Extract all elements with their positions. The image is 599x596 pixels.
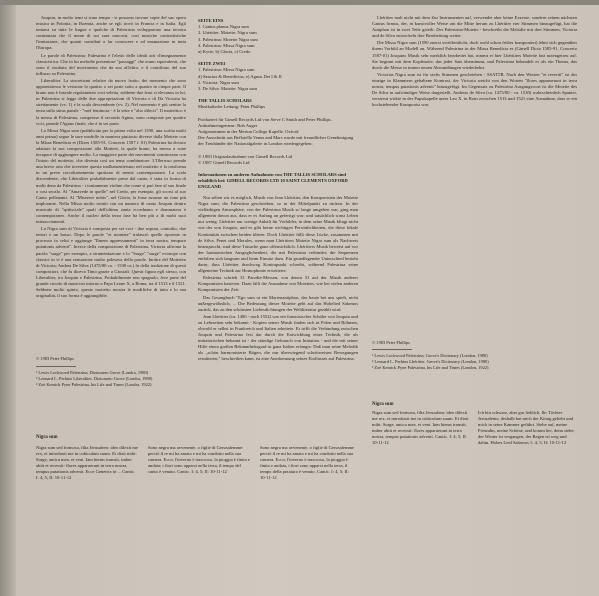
track-item: 4. Palestrina: Missa Nigra sum (198, 42, 255, 48)
essay-paragraph: Le parole di Palestrina: Palestrina è l'eletto delle ideali arti d'insegnamento classicistica. Che in lui melodie presentose "passaggi" che erano equivalenti, che sono il risultato del movimento che da suo all'altro, e il contributo del suo influsso su Palestrina. (36, 52, 186, 76)
track-item: d) Sanctus & Benedictus, e) Agnus Dei I & II (198, 73, 282, 79)
german-footnotes-lyrics (372, 340, 577, 530)
sleeve-top-edge (0, 0, 599, 5)
credit-line: Der Ausschnitt aus Beflotella Venus and Mars wurde mit freundlicher Genehmigung der Treuhänder der Nationalgalerie in London wiedergegeben. (198, 135, 354, 147)
essay-paragraph: Jean Lhéritier (ca. 1480 - nach 1552) war ein französischer Schüler von Josquin und zu Lehrzeiten sehr bekannt - Kopien seiner Musik finden sich in Polen und Böhmen, obwohl er selbst in Frankreich und Italien arbeitete. Er trifft die Verbindung zwischen Josquin und Palestrina fest dar durch die Entwicklung einer Technik, die als imitatorischen bekannt ist - der ständige Gebrauch von Imitation - und die mit seiner Hilfe einen großen Bekanntheitsgrad in ganz Italien erlangte. Daß man seine Melodik als „schön harmonisierte Bögen, die nur überwiegend schrittweisen Bewegungen resultieren," beschreiben kann, ist eine Anerkennung seines Einflusses auf Palestrina. (198, 313, 358, 362)
lyrics-latin: Nigra sum sed formosa, filia Jerusalem: ideo dilexit me rex, et introduxit me in cubiculum suum. Et dixit mihi: Surge, amica mea, et veni. Iam hiems transiit, imber abiit et recessit: flores apparuerunt in terra nostra, tempus putationis advenit. Ecce Genetrix in ... Cantic. I: 4, 5; II: 10-11-12 (36, 445, 138, 480)
footnote: ¹ Lewis Lockwood Palestrina, Dizionario Grove (Londra, 1980) (36, 369, 149, 375)
footnote: ³ Zoë Kenrick Pyne Palestrina, his Life and Times (Londra, 1922) (36, 381, 152, 387)
lyrics-german-translation: Ich bin schwarz, aber gar lieblich, Ihr Töchter Jerusalems; deshalb hat mich der König geliebt und mich in seine Kammer geführt. Stehe auf, meine Freundin, meine Schöne, und komm her, denn siehe, der Winter ist vergangen, der Regen ist weg und dahin. Hohes Lied Salomos 1: 4, 5; II: 10-11-12 (478, 410, 575, 445)
footnote: ¹ Lewis Lockwood Palestrina, Grove's Dictionary (London, 1980) (372, 352, 488, 358)
credit-line: Aufgenommen in der Merton College Kapelle, Oxford (198, 129, 299, 135)
italian-lyrics (36, 435, 356, 575)
side-two-heading: SEITE ZWEI (198, 61, 226, 67)
essay-paragraph: La Missa Nigra sum (pubblicata per la prima volta nel 1590, una scritta molti anni prima) segue le sure modelle in maniera piuttosto diverse dalla Mottete con la Missa Benedicta et (Dixes 1585-91, Concerto 1587 f. 01) Palestrina ha dovuto adattare la sua composizione alla Mottete, la quale brano, ha messo a sone incapace di aggiungere molto. La maggiore parte dei movimenti cominciano con l'inizio del mottetto, che diventa così un tema combinatore. L'Illerroso prende una breve aria che invertere questa inalliamenteismo nel mottetto e la trasforma in un preve raccoltaisemento spiritano di mente contemporaneo. La scala discendente, che Liberaliter probabilmente prese dal canto, è stata in forma di molti dena da Palestrina - i trattamento violine che come si può fare al suo finale a cosi secalo. Al "Amavede in quelle" nel Credo, per esempio, gli scorsi al suo Canto pellenanti. Al "Miserere nobis", nel Gloria, la frase assume un tono più implorante. Nella Missa molto sentiti con un numero di canto Josquin dentro musicale di "spitisciale" quali dell'ultima zanta ecceduano e dommatera è contemporaneo. Anche il nucleo della terza fase ha ben più a di molti suoi interacciamenti. (36, 127, 186, 225)
italian-footnotes (36, 356, 186, 388)
lyrics-title: Nigra sum (372, 402, 394, 407)
essay-paragraph: Lhéritier malt nicht mit dem Zur Instrumenten auf, verwendet aber keine Exzesse, sondern seinen nächsten Cantus firmus, der, in kunstvoller Weise um die Mitte herum zu Lhéritier vier Stimmen hinzugefügt, hat die Antiphon ist in zwei Teile geteilt. Der Palestrina-Motette - beschreibt die Melodie mit drei Stimmen, Victoria und de Silva entwickeln ihre Bearbeitung weiter. (372, 15, 577, 39)
label-info: Informationen zu anderen Aufnahmen von THE TALLIS SCHOLARS sind erhältlich bei: GIMELL RECORDS LTD 10 SAINT CLEMENTS OXFORD ENGLAND (198, 172, 348, 190)
phonogram-copyright: ℗ 1983 Originalaufnahme von Gimell Records Ltd (198, 153, 293, 159)
italian-copyright: © 1983 Peter Phillips (36, 356, 74, 361)
footnote: ³ Zoë Kenrick Pyne Palestrina, his Life and Times (London, 1922) (372, 364, 489, 370)
german-essay-part2 (372, 15, 577, 345)
essay-paragraph: Nur selten wir es möglich, Musik von Jean Lhéritier, den Komponisten der Motette Nigra sum, die Palestrina geschrieben, so in der Mittelpunkt zu rücken. In der vielfarbigen Atmosphäre, von der Palestrina Musik so lange umgeben war, ging man allgemein davon aus, dass er es Anfang an gefertigt war; und tatsächlich sonst Leben nur wenig. Lhéritier nur wenige Anhalt für Vorbilder, in dem seine Musik klingt nicht wie der von Josquin, und es gibt keine wichtigen Persönlichkeiten, die diese lokale Kontinuität zwischen beiden klären. Doch Lhéritier füllt diese Lücke, zusammen mit de Silva, Penet und Morales, wenn man Lhéritiers Motette Nigra sum als Nachweis beansprucht, sind diese Tatsache ganz offensichtlich. Lhéritiers Musik beweist auf vor der harmonischen Ausgeglichenheit, die mit Palestrina verbindet; die Sequenzen entfalten sich langsam und beim Einsatz dazu. Ein grundlegender Unterschied besteht darin, dass Lhéritier durchweg Kontrapunkt schreibt, während Palestrina seine allgemeine Technik zur Homophonie erweiterte. (198, 195, 358, 274)
essay-paragraph: Die Missa Nigra sum (1590 zuerst veröffentlicht, doch wohl schon früher komponiert) lehnt sich gegenüber ihrem Vorbild an Modell an. Während Palestrina in der Missa Benedicta es (Gimell Dicta 1585-91, Concerto 1587-01) Josquins Musik sehr merklich bearbeitet hat, nimmt er hier Lhéritiers Motette fast notengetreu auf. Sie beginnt mit dem Kopfmotiv, das jeder Satz übernimmt, und Palestrina behandelt es als ein Thema, das durch die Messe in immer neuen Abwandlungen wiederkehrt. (372, 40, 577, 70)
essay-paragraph: Josquin, in molto temi si sono tempo - si possono trovare copie del suo opera musica in Polonia, in Boemia, anche se egli trovò in Francia e in Italia. Egli tentava su tutte le lingue e qualche di Palestrina svilupparono una tecnica contrastata che il nome di sui suoi nascosti, così musiche contrattistiche l'imitazione, che quanti contribuì a far conoscere e ad emanazione in tutta l'Europa. (36, 15, 186, 51)
track-item: 1. Palestrina: Missa Nigra sum (198, 67, 255, 73)
track-item: 1. Cantus planus Nigra sum (198, 24, 249, 30)
lyrics-italian-translation: Sono negra ma avvenente, o figlie di Gerusalemme: perciò il re mi ha amato e mi ha condotto nella sua camera. Ecco, l'inverno è trascorso, la pioggia è finita e andata; i fiori sono apparsi nella terra, il tempo del canto è venuto. Cantic. I: 4, 5; II: 10-11-12 (148, 445, 250, 474)
essay-paragraph: Das Gesangbuch "Ego sum ut ein Marienantiphon, das heute bei uns spielt, nicht außergewöhnlich, ... Die Bedeutung dieser Motette geht auf das Hohelied Salomos zurück, das zu den schönsten Liebesdichtungen der Weltliteratur gezählt wird. (198, 294, 358, 312)
essay-paragraph: Victorias Nigra sum ist für sechs Stimmen geschrieben - SSATTB. Nach den Worten "et revertit" ist der einzige in Klammern gehaltene Kontrast, der Victoria weicht von den Worten "flores apparuerunt in terra nostra, tempus putationis advenit" hinzugefügt. Im Gegensatz zu Palestrina Ausgangswort ist die Motette des De Silva in aufwändiger Weise dargestellt. Andreas de Silva (ca. 1475/80 - ca. 1530) wahrscheinlich Spanier, verstreut wirkte in der Papstkapelle unter Leo X. in Rom zwischen 1513 und 1521 eine Ausnahme, dass er ein hochstehender Komponist war. (372, 71, 577, 108)
german-copyright: © 1983 Peter Phillips (372, 340, 410, 345)
german-footnotes (372, 340, 577, 371)
lyrics-italian-translation-2: Sono negra ma avvenente, o figlie di Gerusalemme perciò il re mi ha amato e mi ha condotto nella sua camera. Ecco, l'inverno è trascorso, la pioggia è finita e andata, i fiori sono apparsi nella terra, il tempo della potatura è venuto. Cantic. I: 4, 5; II: 10-11-12 (260, 445, 355, 480)
director: Musikalische Leitung: Peter Phillips (198, 104, 265, 110)
lyrics-title: Nigra sum (36, 435, 58, 440)
lyrics-latin: Nigra sum sed formosa, filia Jerusalem: ideo dilexit me rex, et introduxit me in cubiculum suum. Et dixit mihi: Surge, amica mea, et veni. Iam hiems transiit, imber abiit et recessit: flores apparuerunt in terra nostra, tempus putationis advenit. Cantic. I: 4, 5; II: 10-11-12 (372, 410, 469, 445)
copyright-line: © 1987 Gimell Records Ltd (198, 159, 250, 165)
essay-paragraph: La Nigra sum di Victoria è composta per sei voci - due sopran, contralto, due tenori e un basso. Dopo le parole "et montate" tralasciò quelle riportate in processo in celui e aggiunge "Ilmem appressamenti" in terra nostra, tempore putationis advenit". Invece della composizione di Palestrina, Victoria affronta la parola "surge" per esempio, a strumentazione e lo "Surge" "surge" evonope con classici in vi è una sensazione molto palesava della parole. Inoltre del Motteteo di Victoria; Andrea De Silva (1475/80 ca. - 1530 ca.) fu della tradizione di questi compositori, che fu diceva Tinto grazie a Giosiali. Questi figura egli stesso, con Liberaliter, tra Josquin e Palestrina. Probabilmente non spagnolo, fece parte del grande circolo di musicisti intorno a Papa Leone X, a Roma, tra il 1513 e il 1521. Sebbene molto spinto, questo mottetto mostra le modifiche di tutta e lo sua originalità, il suo forma è aggiungibile. (36, 226, 186, 299)
footnote: ² Leonard L. Perkins Lhéritier, Grove's Dictionary (London, 1980) (372, 358, 489, 364)
tracklist (198, 18, 358, 191)
track-item: 2. Victoria: Nigra sum (198, 79, 239, 85)
track-item: 3. De Silva: Motette: Nigra sum (198, 86, 257, 92)
credit-line: Produziert für Gimell Records Ltd von Steve C Smith and Peter Phillips. Aufnahmeingenieur: Bob Auger (198, 116, 332, 128)
performers: THE TALLIS SCHOLARS (198, 98, 252, 104)
track-item: a) Kyrie, b) Gloria, c) Credo (198, 49, 251, 55)
essay-paragraph: Liberaliter. La sincretismi relative da nuovo frutto, dei momento che sono apparentiesso le versione lo quattro o sei parte sotto a quattro in cinque parti. Il brano non è fuseale regolamento voci seletta, subbene due frasi si elevanos in lui, in Palestrina si legge delle due appropriazioni di Victoria e di Da Victoria ha strettamente (vv. 1) e la scala descendente (vv. 2). Nel momento è più sentire la terza sulla sinus paeale - "mel feminosa - è la sette e "alto dilecti". Il mottettico è la messa di Palestrina, compresse il secondo Agnus, sono composte per quattro voci, prende l'Agnus finale, che è in sei parte. (36, 77, 186, 126)
track-item: 2. Lhéritier. Motette: Nigra sum (198, 30, 257, 36)
footnote-divider (36, 366, 76, 367)
german-essay-part1 (198, 195, 358, 440)
footnote: ² Leonard L. Perkins Liberaliter, Dizionario Grove (Londra, 1980) (36, 375, 153, 381)
italian-essay (36, 15, 186, 350)
side-one-heading: SEITE EINS (198, 18, 224, 23)
sleeve-edge (0, 0, 16, 596)
essay-paragraph: Palestrina schrieb 31 Parodie-Messen, von denen 31 auf der Musik anderer Komponisten basieren. Dazu fällt die Ausnahme von Motetten, wie bei vielen anderen Komponisten der Zeit. (198, 275, 358, 293)
footnote-divider (372, 349, 412, 350)
track-item: 3. Palestrina: Motette Nigra sum (198, 36, 258, 42)
